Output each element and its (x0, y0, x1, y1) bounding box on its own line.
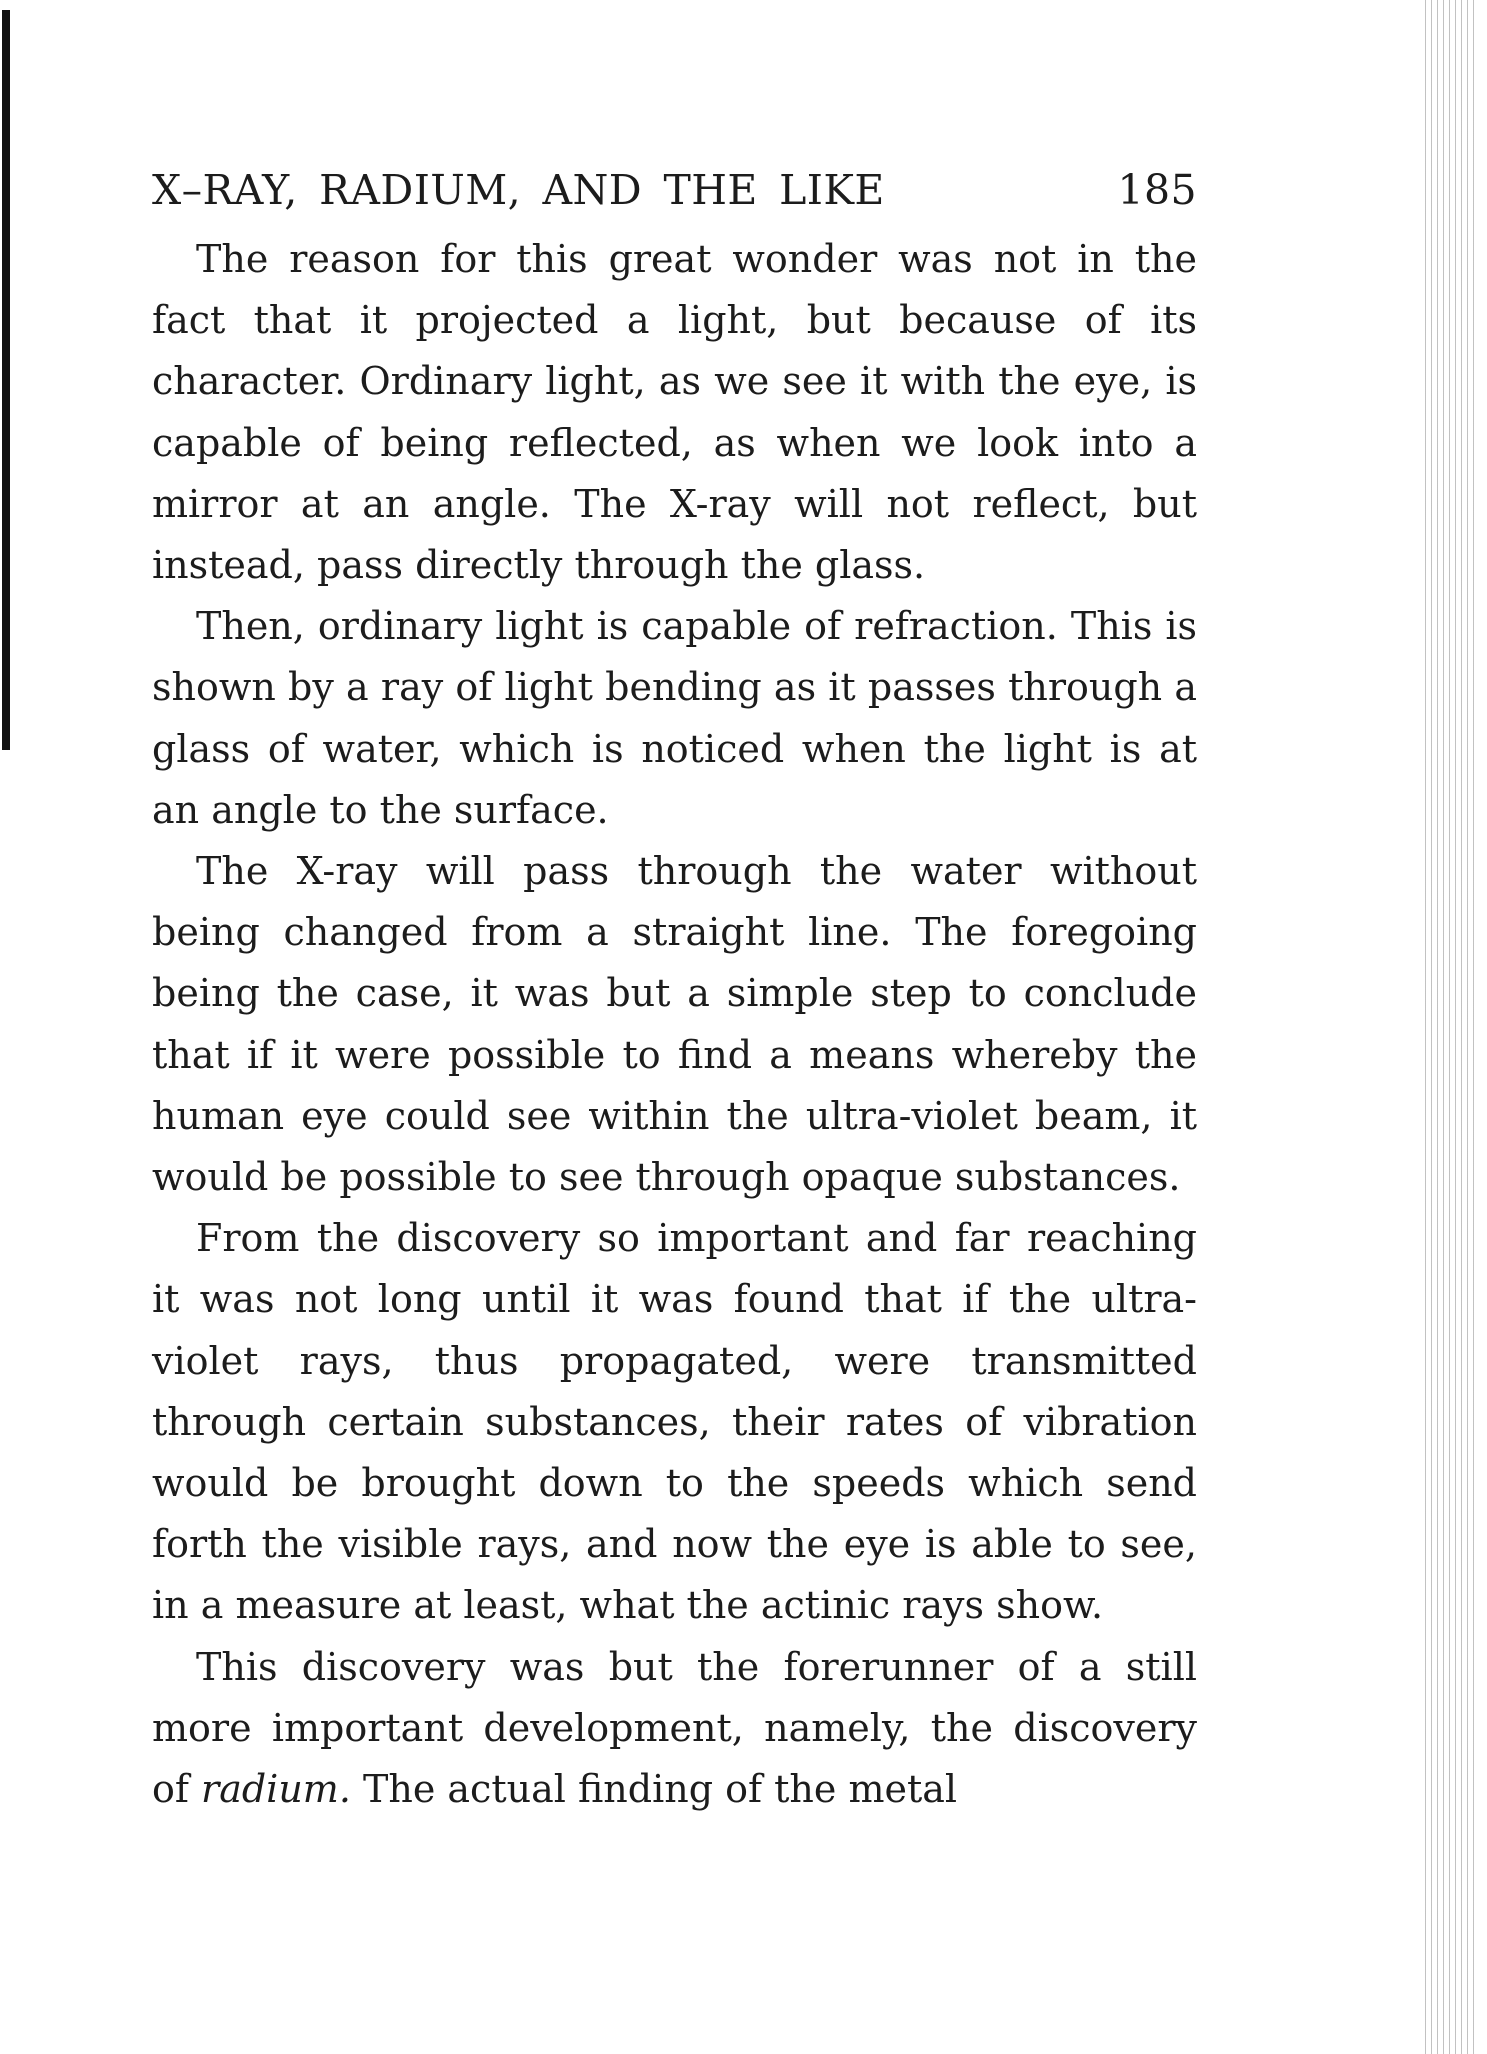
paragraph-4: From the discovery so important and far reaching it was not long until it was found that if the ultra-violet rays, thus propagated, were transmitted through certain substances, their rates of vibration would be brought down to the speeds which send forth the visible rays, and now the eye is able to see, in a measure at least, what the actinic rays show. (152, 1216, 1197, 1628)
radium-italic-word: radium. (201, 1767, 351, 1812)
scan-edge-mark (2, 10, 10, 750)
paragraph-1: The reason for this great wonder was not in the fact that it projected a light, but because of its character. Ordinary light, as we see it with the eye, is capable of being reflected, as when we look into a mirror at an angle. The X-ray will not reflect, but instead, pass directly through the glass. (152, 237, 1197, 588)
book-page (152, 166, 1197, 1950)
paragraph-5 (152, 1637, 1197, 1821)
chapter-title: X–RAY, RADIUM, AND THE LIKE (152, 166, 885, 214)
book-binding-edge (1425, 0, 1477, 2054)
paragraph-3: The X-ray will pass through the water without being changed from a straight line. The foregoing being the case, it was but a simple step to conclude that if it were possible to find a means whereby the human eye could see within the ultra-violet beam, it would be possible to see through opaque substances. (152, 849, 1197, 1200)
page-text (152, 229, 1197, 1820)
paragraph-5-text-before: This discovery was but the forerunner of a still more important development, namely, the discovery of (152, 1644, 1197, 1812)
page-number: 185 (1117, 166, 1197, 214)
running-head (152, 166, 1197, 214)
paragraph-2: Then, ordinary light is capable of refraction. This is shown by a ray of light bending as it passes through a glass of water, which is noticed when the light is at an angle to the surface. (152, 604, 1197, 832)
paragraph-5-text-after: The actual finding of the metal (350, 1767, 958, 1812)
